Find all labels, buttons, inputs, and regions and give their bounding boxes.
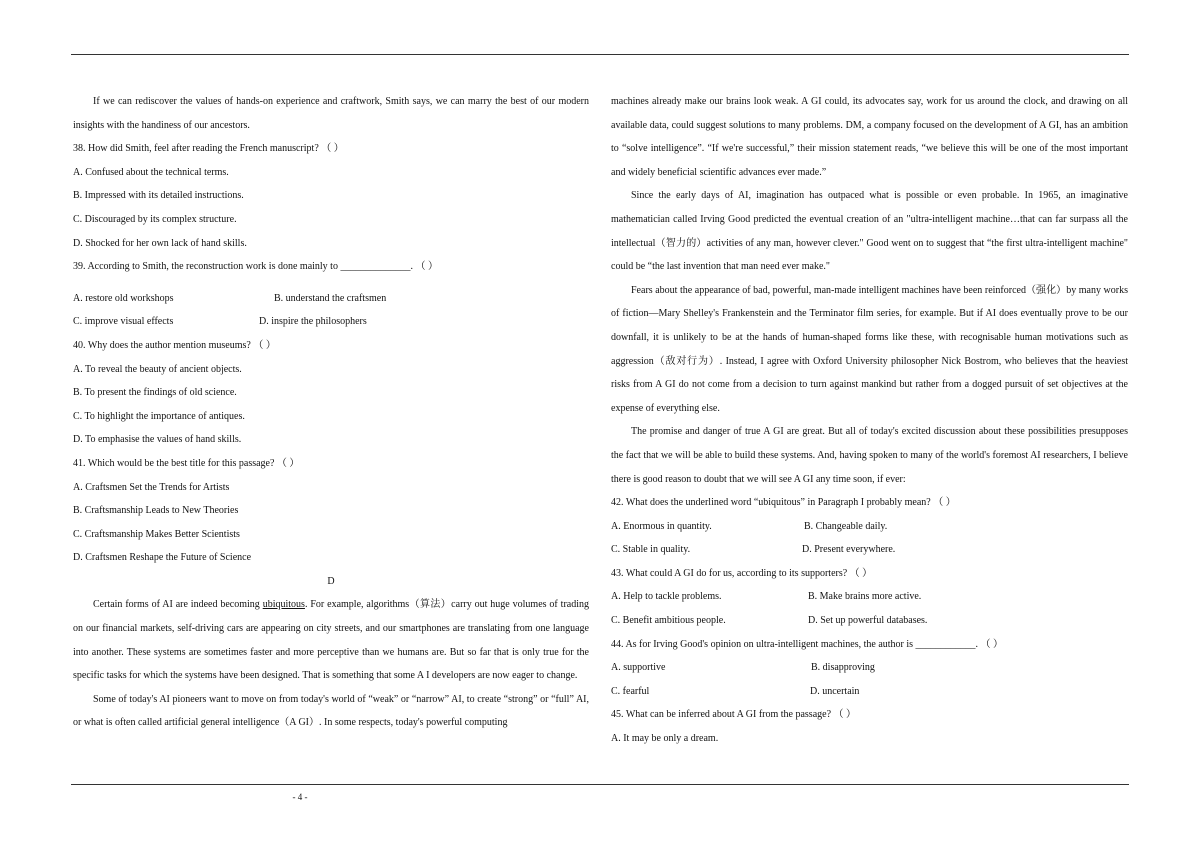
q44-options-row-2 <box>611 680 1128 704</box>
q40-option-c: C. To highlight the importance of antiques. <box>73 410 245 422</box>
question-40: 40. Why does the author mention museums? （ ） <box>73 339 276 351</box>
q39-option-d: D. inspire the philosophers <box>259 316 367 328</box>
paragraph-r4: The promise and danger of true A GI are great. But all of today's excited discussion about these possibilities presupposes the fact that we will be able to build these systems. And, having spoken to many of the world's foremost AI researchers, I believe there is good reason to doubt that we will see A GI any time soon, if ever: <box>611 426 1128 485</box>
q42-option-c: C. Stable in quality. <box>611 544 691 556</box>
q44-option-b: B. disapproving <box>811 662 875 674</box>
q44-option-d: D. uncertain <box>810 685 860 697</box>
paragraph-r2: Since the early days of AI, imagination has outpaced what is possible or even probable. In 1965, an imaginative mathematician called Irving Good predicted the eventual creation of an "ultra-intelligent machine…that can far surpass all the intellectual（智力的）activities of any man, however clever." Good went on to suggest that “the first ultra-intelligent machine" could be “the last invention that man need ever make." <box>611 190 1128 273</box>
q43-option-a: A. Help to tackle problems. <box>611 591 722 603</box>
q41-option-d: D. Craftsmen Reshape the Future of Science <box>73 552 252 564</box>
bottom-rule <box>71 784 1129 785</box>
q43-option-c: C. Benefit ambitious people. <box>611 615 726 627</box>
q40-option-a: A. To reveal the beauty of ancient objects. <box>73 363 242 375</box>
q42-options-row-2 <box>611 538 1128 562</box>
q43-option-d: D. Set up powerful databases. <box>808 615 928 627</box>
question-38: 38. How did Smith, feel after reading the French manuscript? （ ） <box>73 143 344 155</box>
q42-option-b: B. Changeable daily. <box>804 520 888 532</box>
paragraph-r1: machines already make our brains look weak. A GI could, its advocates say, work for us around the clock, and drawing on all available data, could suggest solutions to many problems. DM, a company focused on the development of A GI, has an ambition to “solve intelligence”. “If we're successful,” their mission statement reads, “we believe this will be one of the most important and widely beneficial scientific advances ever made.” <box>611 96 1128 178</box>
q39-option-a: A. restore old workshops <box>73 292 174 304</box>
q38-option-d: D. Shocked for her own lack of hand skills. <box>73 237 247 249</box>
question-43: 43. What could A GI do for us, according to its supporters? （ ） <box>611 567 873 579</box>
paragraph-d1 <box>73 593 589 687</box>
paragraph-d1-start: Certain forms of AI are indeed becoming <box>93 599 263 611</box>
underlined-word-ubiquitous: ubiquitous <box>262 599 305 611</box>
q39-option-c: C. improve visual effects <box>73 316 174 328</box>
paragraph-d2: Some of today's AI pioneers want to move on from today's world of “weak” or “narrow” AI, to create “strong” or “full” AI, or what is often called artificial general intelligence（A GI）. In some respects, today's powerful computing <box>73 693 589 729</box>
q40-option-b: B. To present the findings of old science. <box>73 387 237 399</box>
q38-option-c: C. Discouraged by its complex structure. <box>73 213 237 225</box>
q43-options-row-2 <box>611 609 1128 633</box>
q44-option-c: C. fearful <box>611 685 650 697</box>
left-column <box>73 90 589 735</box>
question-39: 39. According to Smith, the reconstruction work is done mainly to ______________. （ ） <box>73 261 438 273</box>
q41-option-a: A. Craftsmen Set the Trends for Artists <box>73 481 230 493</box>
q39-option-b: B. understand the craftsmen <box>274 292 387 304</box>
question-42: 42. What does the underlined word “ubiquitous” in Paragraph I probably mean? （ ） <box>611 497 956 509</box>
q41-option-c: C. Craftsmanship Makes Better Scientists <box>73 528 240 540</box>
q42-option-a: A. Enormous in quantity. <box>611 520 712 532</box>
q44-option-a: A. supportive <box>611 662 666 674</box>
question-45: 45. What can be inferred about A GI from the passage? （ ） <box>611 709 857 721</box>
q38-option-a: A. Confused about the technical terms. <box>73 166 229 178</box>
q43-options-row-1 <box>611 585 1128 609</box>
paragraph-d1-rest: . For example, algorithms（算法）carry out huge volumes of trading on our financial markets, self-driving cars are appearing on city streets, and our smartphones are translating from one language into another. These systems are sometimes faster and more perceptive than we humans are. But so far that is only true for the specific tasks for which the systems have been designed. That is something that some A I developers are now eager to change. <box>73 599 589 682</box>
paragraph-r3: Fears about the appearance of bad, powerful, man-made intelligent machines have been reinforced（强化）by many works of fiction—Mary Shelley's Frankenstein and the Terminator film series, for example. But if AI does eventually prove to be our downfall, it is unlikely to be at the hands of human-shaped forms like these, with recognisable human motivations such as aggression（敌对行为）. Instead, I agree with Oxford University philosopher Nick Bostrom, who believes that the heaviest risks from A GI do not come from a decision to turn against mankind but rather from a dogged pursuit of set objectives at the expense of everything else. <box>611 284 1128 414</box>
right-column <box>611 90 1128 751</box>
q45-option-a: A. It may be only a dream. <box>611 733 719 745</box>
q39-options-row-2 <box>73 310 589 334</box>
q38-option-b: B. Impressed with its detailed instructions. <box>73 190 244 202</box>
q42-options-row-1 <box>611 515 1128 539</box>
q39-options-row-1 <box>73 287 589 311</box>
q40-option-d: D. To emphasise the values of hand skills. <box>73 434 242 446</box>
question-44: 44. As for Irving Good's opinion on ultra-intelligent machines, the author is ____________. （ ） <box>611 638 1004 650</box>
q41-option-b: B. Craftsmanship Leads to New Theories <box>73 505 239 517</box>
q42-option-d: D. Present everywhere. <box>802 544 896 556</box>
paragraph-smith: If we can rediscover the values of hands-on experience and craftwork, Smith says, we can marry the best of our modern insights with the handiness of our ancestors. <box>73 96 589 131</box>
question-41: 41. Which would be the best title for this passage? （ ） <box>73 457 300 469</box>
page-number: - 4 - <box>292 792 308 802</box>
top-rule <box>71 54 1129 55</box>
section-heading-d: D <box>327 575 335 587</box>
q43-option-b: B. Make brains more active. <box>808 591 922 603</box>
q44-options-row-1 <box>611 656 1128 680</box>
